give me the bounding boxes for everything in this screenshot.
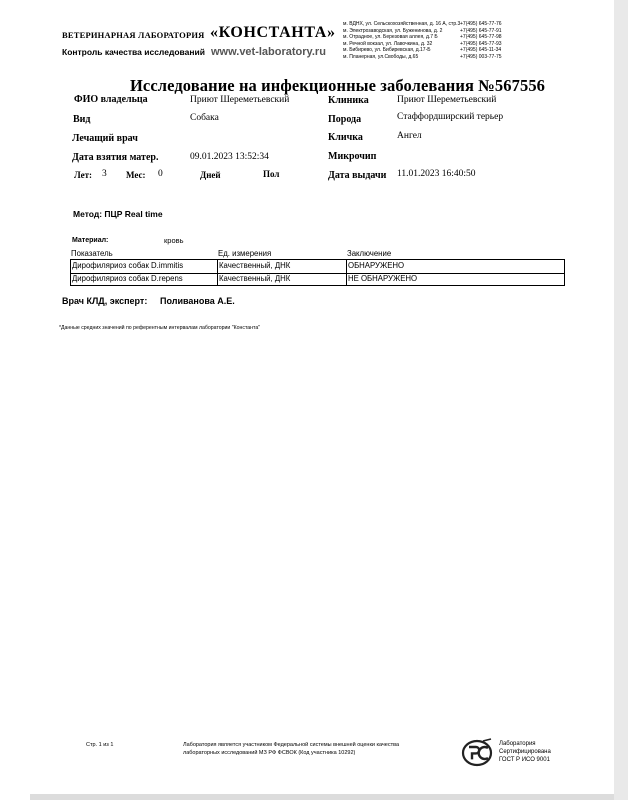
footer-line: Лаборатория является участником Федеральной системы внешней оценки качества — [183, 742, 400, 748]
breed-value: Стаффордширский терьер — [397, 112, 504, 122]
page-edge-right — [614, 0, 628, 800]
sample-date-value: 09.01.2023 13:52:34 — [190, 152, 269, 162]
material-label: Материал: — [72, 237, 109, 244]
lab-type: ВЕТЕРИНАРНАЯ ЛАБОРАТОРИЯ — [62, 30, 205, 40]
sample-date-label: Дата взятия матер. — [72, 152, 159, 163]
contact-phone: +7(495) 645-11-34 — [460, 47, 502, 53]
contact-address: м. ВДНХ, ул. Сельскохозяйственная, д. 16 А, стр.3 — [343, 21, 461, 27]
breed-label: Порода — [328, 114, 362, 125]
contact-address: м. Электрозаводская, ул. Буженинова, д. 2 — [343, 27, 443, 34]
contact-address: м. Бибирево, ул. Бибиревская, д.17-Б — [343, 47, 431, 53]
issue-date-value: 11.01.2023 16:40:50 — [397, 169, 476, 179]
cert-line: Сертифицирована — [499, 749, 551, 755]
contact-row — [343, 54, 503, 61]
table-cell-conclusion: ОБНАРУЖЕНО — [348, 261, 405, 270]
contact-phone: +7(495) 645-77-91 — [460, 27, 502, 34]
owner-value: Приют Шереметьевский — [190, 95, 290, 105]
table-cell-indicator: Дирофиляриоз собак D.repens — [72, 274, 183, 283]
col-header-indicator: Показатель — [71, 249, 113, 258]
contact-phone: +7(495) 003-77-75 — [460, 53, 502, 60]
page-number: Стр. 1 из 1 — [86, 742, 114, 748]
months-label: Мес: — [126, 170, 146, 180]
days-label: Дней — [200, 170, 221, 180]
contact-address: м. Планерная, ул.Свободы, д.65 — [343, 53, 419, 60]
lab-name: «КОНСТАНТА» — [210, 24, 336, 41]
page-edge-bottom — [30, 794, 614, 800]
footer-line: лабораторных исследований МЗ РФ ФСВОК (Код участника 10292) — [183, 750, 356, 756]
nickname-label: Кличка — [328, 132, 363, 143]
years-label: Лет: — [74, 170, 93, 180]
owner-label: ФИО владельца — [74, 94, 148, 105]
footnote: *Данные средних значений по референтным интервалам лаборатории "Константа" — [59, 325, 261, 331]
lab-website: www.vet-laboratory.ru — [211, 46, 326, 58]
certification-text — [499, 740, 551, 764]
footer-text — [183, 741, 399, 757]
nickname-value: Ангел — [397, 131, 422, 141]
col-header-conclusion: Заключение — [347, 249, 392, 258]
contacts-block — [343, 21, 503, 60]
species-value: Собака — [190, 113, 219, 123]
vet-label: Лечащий врач — [72, 133, 138, 144]
contact-phone: +7(495) 645-77-76 — [460, 21, 502, 27]
contact-address: м. Речной вокзал, ул. Лавочкина, д. 32 — [343, 40, 433, 47]
document-title: Исследование на инфекционные заболевания №567556 — [130, 76, 546, 95]
table-cell-conclusion: НЕ ОБНАРУЖЕНО — [348, 274, 418, 283]
table-cell-unit: Качественный, ДНК — [219, 274, 291, 283]
sex-label: Пол — [263, 169, 280, 179]
col-header-unit: Ед. измерения — [218, 249, 272, 258]
cert-line: ГОСТ Р ИСО 9001 — [499, 757, 550, 763]
table-divider — [217, 260, 218, 285]
doctor-label: Врач КЛД, эксперт: — [62, 296, 148, 306]
months-value: 0 — [158, 169, 163, 179]
clinic-label: Клиника — [328, 95, 369, 106]
contact-phone: +7(495) 645-77-93 — [460, 40, 502, 47]
doctor-name: Поливанова А.Е. — [160, 296, 235, 306]
chip-label: Микрочип — [328, 151, 377, 162]
clinic-value: Приют Шереметьевский — [397, 95, 497, 105]
years-value: 3 — [102, 169, 107, 179]
issue-date-label: Дата выдачи — [328, 170, 387, 181]
cert-line: Лаборатория — [499, 741, 536, 747]
lab-subtitle: Контроль качества исследований — [62, 47, 205, 57]
table-cell-unit: Качественный, ДНК — [219, 261, 291, 270]
table-cell-indicator: Дирофиляриоз собак D.immitis — [72, 261, 184, 270]
certification-logo-icon — [461, 738, 495, 768]
material-value: кровь — [164, 236, 184, 245]
species-label: Вид — [73, 114, 91, 125]
method-text: Метод: ПЦР Real time — [73, 209, 163, 219]
contact-phone: +7(495) 645-77-98 — [460, 34, 502, 40]
table-divider — [346, 260, 347, 285]
contact-address: м. Отрадное, ул. Березовая аллея, д.7 Б — [343, 34, 438, 40]
